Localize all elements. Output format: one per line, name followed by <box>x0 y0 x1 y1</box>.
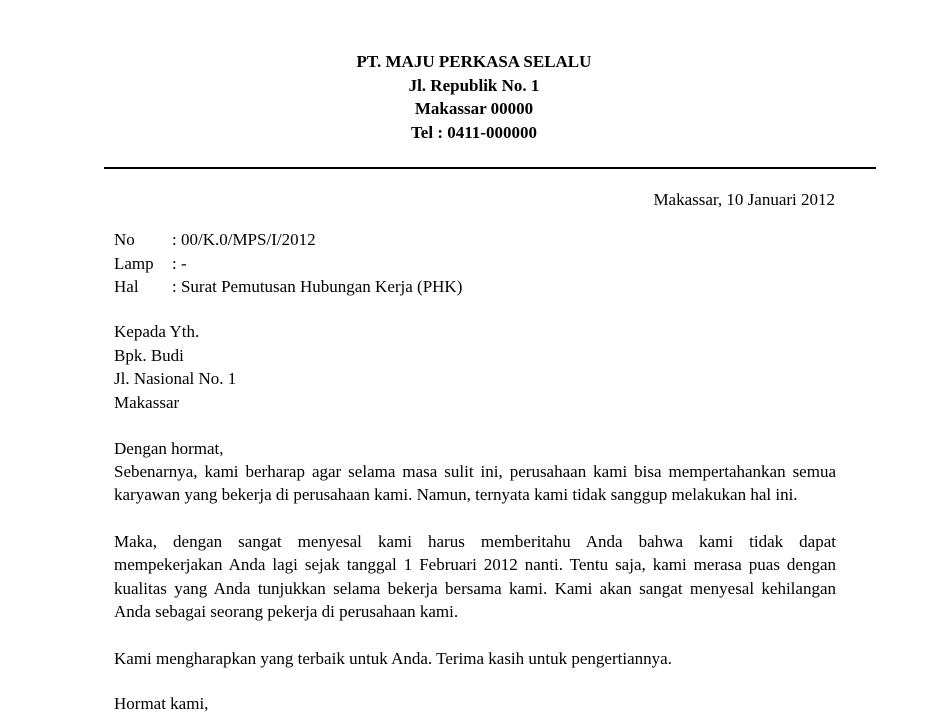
paragraph-line: mempekerjakan Anda lagi sejak tanggal 1 Februari 2012 nanti. Tentu saja, kami merasa puas dengan <box>114 555 836 575</box>
paragraph-line: Maka, dengan sangat menyesal kami harus memberitahu Anda bahwa kami tidak dapat <box>114 532 836 551</box>
paragraph-2 <box>114 530 836 623</box>
meta-key: No <box>114 230 135 249</box>
meta-value: : Surat Pemutusan Hubungan Kerja (PHK) <box>172 277 463 296</box>
meta-row-hal <box>114 275 462 299</box>
company-phone: Tel : 0411-000000 <box>411 122 537 142</box>
meta-value: : - <box>172 253 187 273</box>
company-name: PT. MAJU PERKASA SELALU <box>356 52 592 71</box>
letter-meta <box>114 228 462 299</box>
letter-date: Makassar, 10 Januari 2012 <box>653 190 835 209</box>
recipient-city: Makassar <box>114 392 180 412</box>
paragraph-line: kualitas yang Anda tunjukkan selama bekerja bersama kami. Kami akan sangat menyesal kehilangan <box>114 578 836 598</box>
recipient-name: Bpk. Budi <box>114 345 184 365</box>
paragraph-3 <box>114 647 836 670</box>
meta-row-no <box>114 228 462 252</box>
meta-value: : 00/K.0/MPS/I/2012 <box>172 230 316 249</box>
paragraph-line: karyawan yang bekerja di perusahaan kami. Namun, ternyata kami tidak sanggup melakukan hal ini. <box>114 485 798 505</box>
paragraph-line: Sebenarnya, kami berharap agar selama masa sulit ini, perusahaan kami bisa mempertahankan semua <box>114 462 836 481</box>
meta-row-lamp <box>114 252 462 276</box>
meta-key: Lamp <box>114 253 154 273</box>
closing: Hormat kami, <box>114 694 209 713</box>
recipient-salutation: Kepada Yth. <box>114 322 200 341</box>
letterhead-divider <box>104 167 876 169</box>
paragraph-1 <box>114 460 836 507</box>
recipient-block <box>114 320 236 414</box>
paragraph-line: Anda sebagai seorang pekerja di perusahaan kami. <box>114 601 459 621</box>
paragraph-line: Kami mengharapkan yang terbaik untuk Anda. Terima kasih untuk pengertiannya. <box>114 649 672 668</box>
company-city: Makassar 00000 <box>414 99 534 118</box>
meta-key: Hal <box>114 277 139 296</box>
greeting: Dengan hormat, <box>114 439 224 458</box>
recipient-address: Jl. Nasional No. 1 <box>114 369 237 388</box>
company-address: Jl. Republik No. 1 <box>408 75 540 95</box>
letterhead <box>0 50 948 144</box>
